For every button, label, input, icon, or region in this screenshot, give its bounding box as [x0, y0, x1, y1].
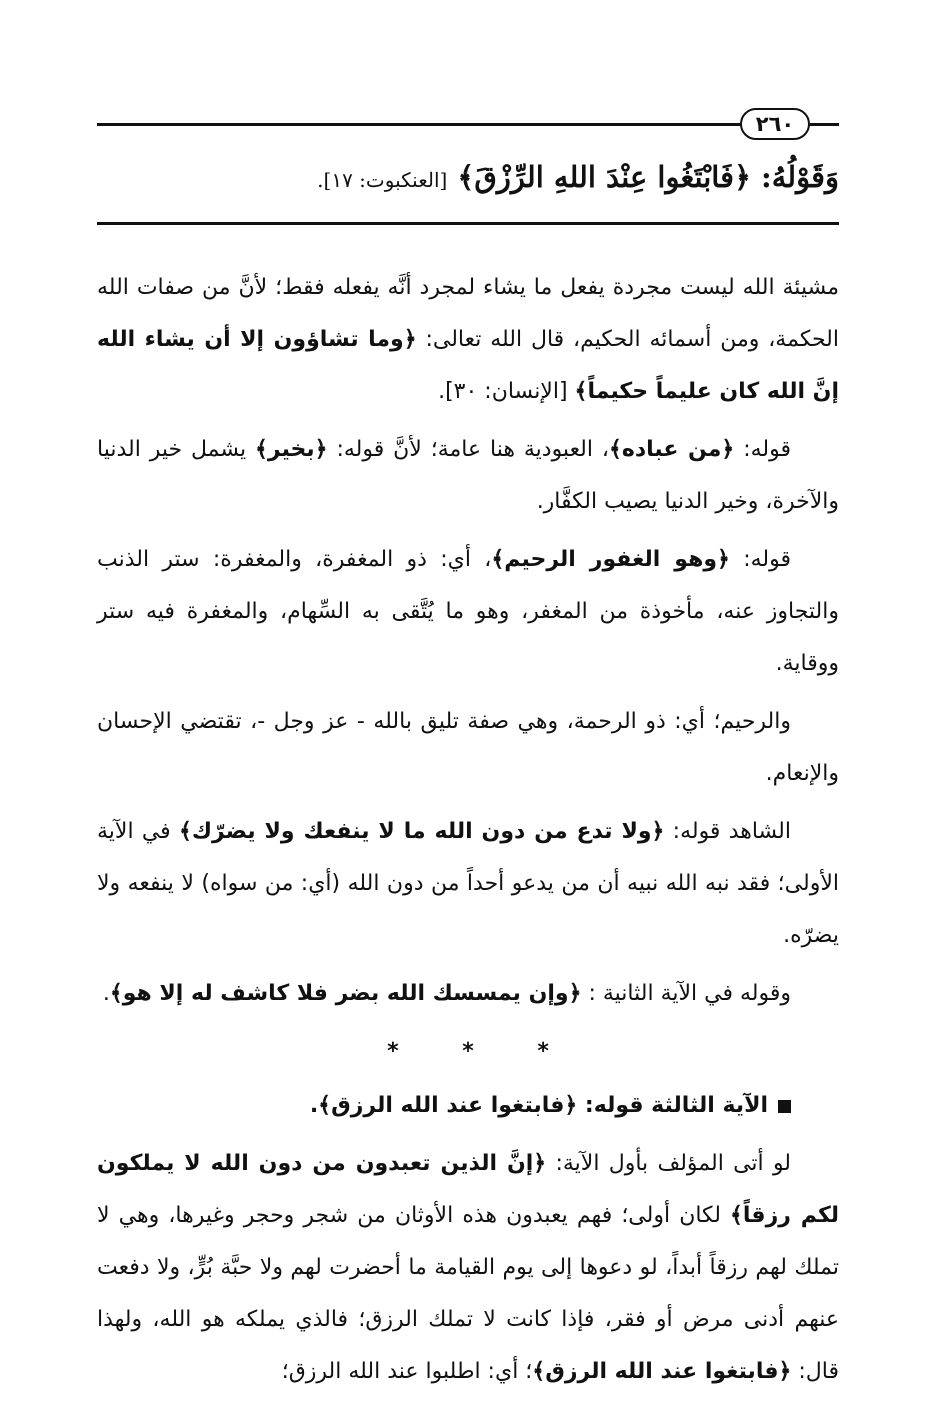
paragraph-text: .	[102, 981, 110, 1006]
paragraph-text: مشيئة الله ليست مجردة يفعل ما يشاء لمجرد أنَّه يفعله فقط؛ لأنَّ من صفات الله الحكمة، ومن أسمائه الحكيم، قال الله تعالى:	[97, 275, 839, 352]
paragraph-text: ، العبودية هنا عامة؛ لأنَّ قوله:	[327, 437, 609, 462]
paragraph-text: في الآية الأولى؛ فقد نبه الله نبيه أن من يدعو أحداً من دون الله (أي: من سواه) لا ينفعه ولا يضرّه.	[97, 819, 839, 948]
quran-quote: ﴿من عباده﴾	[609, 437, 735, 462]
quran-quote: ﴿إنَّ الذين تعبدون من دون الله لا يملكون لكم رزقاً﴾	[97, 1151, 839, 1228]
paragraph-text: قوله:	[734, 437, 791, 462]
paragraph-text: ؛ أي: اطلبوا عند الله الرزق؛	[281, 1359, 533, 1384]
header-rule	[97, 123, 839, 126]
paragraph-text: ، أي: ذو المغفرة، والمغفرة: ستر الذنب والتجاوز عنه، مأخوذة من المغفر، وهو ما يُتَّقى به السِّهام، والمغفرة فيه ستر ووقاية.	[97, 547, 839, 676]
paragraph-text: لو أتى المؤلف بأول الآية:	[546, 1151, 792, 1176]
verse-reference: [الإنسان: ٣٠].	[438, 379, 575, 404]
heading-reference: [العنكبوت: ١٧].	[317, 168, 448, 192]
page-number	[740, 108, 810, 140]
section-separator: * * *	[387, 1039, 577, 1064]
quran-quote: ﴿وإن يمسسك الله بضر فلا كاشف له إلا هو﴾	[109, 981, 582, 1006]
section-heading-text: الآية الثالثة قوله: ﴿فابتغوا عند الله الرزق﴾.	[309, 1093, 768, 1118]
paragraph-6	[97, 968, 839, 1020]
paragraph-text: قوله:	[729, 547, 791, 572]
paragraph-7	[97, 1138, 839, 1398]
quran-quote: ﴿وما تشاؤون إلا أن يشاء الله إنَّ الله كان عليماً حكيماً﴾	[97, 327, 839, 404]
paragraph-5	[97, 806, 839, 962]
page-heading	[97, 160, 839, 194]
paragraph-text: لكان أولى؛ فهم يعبدون هذه الأوثان من شجر وحجر وغيرها، وهي لا تملك لهم رزقاً أبداً، لو دعوها إلى يوم القيامة ما أحضرت لهم ولا حبَّة بُرٍّ، ولا دفعت عنهم أدنى مرض أو فقر، فإذا كانت لا تملك الرزق؛ فالذي يملكه هو الله، ولهذا قال:	[97, 1203, 839, 1384]
heading-text: وَقَوْلُهُ: ﴿فَابْتَغُوا عِنْدَ اللهِ الرِّزْقَ﴾	[457, 160, 839, 194]
quran-quote: ﴿فابتغوا عند الله الرزق﴾	[532, 1359, 792, 1384]
body-text	[97, 262, 839, 1404]
section-heading	[97, 1080, 839, 1132]
page-number-text: ٢٦٠	[755, 111, 795, 136]
paragraph-3	[97, 534, 839, 690]
quran-quote: ﴿ولا تدع من دون الله ما لا ينفعك ولا يضرّك﴾	[178, 819, 665, 844]
paragraph-text: الشاهد قوله:	[664, 819, 791, 844]
quran-quote: ﴿وهو الغفور الرحيم﴾	[491, 547, 730, 572]
heading-rule	[97, 222, 839, 225]
paragraph-2	[97, 424, 839, 528]
paragraph-text: والرحيم؛ أي: ذو الرحمة، وهي صفة تليق بالله - عز وجل -، تقتضي الإحسان والإنعام.	[97, 709, 839, 786]
paragraph-text: وقوله في الآية الثانية :	[581, 981, 791, 1006]
paragraph-1	[97, 262, 839, 418]
paragraph-text: يشمل خير الدنيا والآخرة، وخير الدنيا يصيب الكفَّار.	[97, 437, 839, 514]
quran-quote: ﴿بخير﴾	[255, 437, 328, 462]
square-bullet-icon	[778, 1100, 791, 1113]
paragraph-4	[97, 696, 839, 800]
